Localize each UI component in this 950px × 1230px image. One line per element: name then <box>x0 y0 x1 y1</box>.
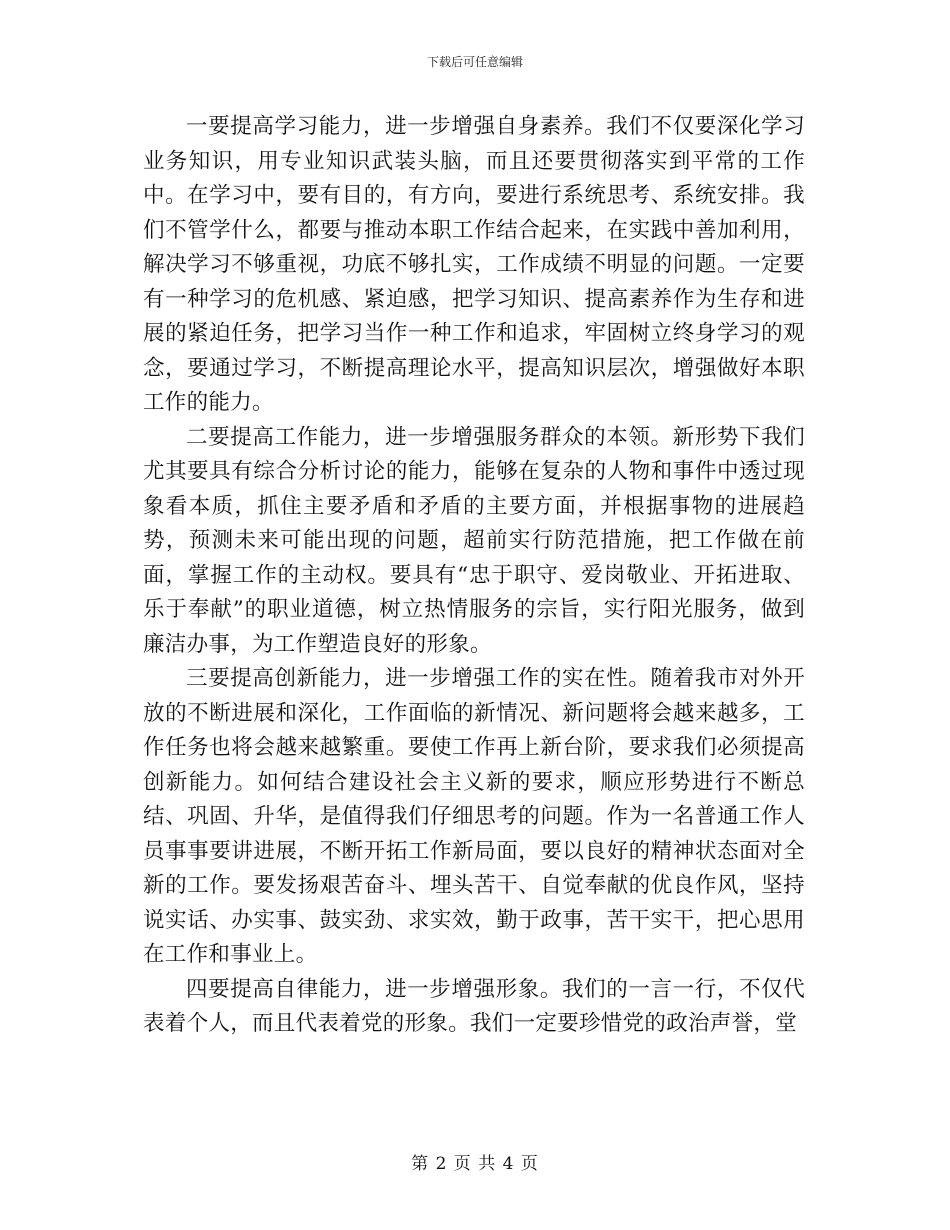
paragraph-work-ability: 二要提高工作能力，进一步增强服务群众的本领。新形势下我们尤其要具有综合分析讨论的能力，能够在复杂的人物和事件中透过现象看本质，抓住主要矛盾和矛盾的主要方面，并根据事物的进展趋势，预测未来可能出现的问题，超前实行防范措施，把工作做在前面，掌握工作的主动权。要具有“忠于职守、爱岗敬业、开拓进取、乐于奉献”的职业道德，树立热情服务的宗旨，实行阳光服务，做到廉洁办事，为工作塑造良好的形象。 <box>143 424 805 657</box>
header-note: 下载后可任意编辑 <box>426 55 523 69</box>
paragraph-study-ability: 一要提高学习能力，进一步增强自身素养。我们不仅要深化学习业务知识，用专业知识武装头脑，而且还要贯彻落实到平常的工作中。在学习中，要有目的，有方向，要进行系统思考、系统安排。我们不管学什么，都要与推动本职工作结合起来，在实践中善加利用，解决学习不够重视，功底不够扎实，工作成绩不明显的问题。一定要有一种学习的危机感、紧迫感，把学习知识、提高素养作为生存和进展的紧迫任务，把学习当作一种工作和追求，牢固树立终身学习的观念，要通过学习，不断提高理论水平，提高知识层次，增强做好本职工作的能力。 <box>143 114 805 415</box>
body-text <box>143 110 805 1042</box>
page-number-footer: 第 2 页 共 4 页 <box>411 1154 539 1174</box>
paragraph-innovation-ability: 三要提高创新能力，进一步增强工作的实在性。随着我市对外开放的不断进展和深化，工作面临的新情况、新问题将会越来越多，工作任务也将会越来越繁重。要使工作再上新台阶，要求我们必须提高创新能力。如何结合建设社会主义新的要求，顺应形势进行不断总结、巩固、升华，是值得我们仔细思考的问题。作为一名普通工作人员事事要讲进展，不断开拓工作新局面，要以良好的精神状态面对全新的工作。要发扬艰苦奋斗、埋头苦干、自觉奉献的优良作风，坚持说实话、办实事、鼓实劲、求实效，勤于政事，苦干实干，把心思用在工作和事业上。 <box>143 666 805 967</box>
paragraph-self-discipline: 四要提高自律能力，进一步增强形象。我们的一言一行，不仅代表着个人，而且代表着党的形象。我们一定要珍惜党的政治声誉，堂 <box>143 976 805 1036</box>
